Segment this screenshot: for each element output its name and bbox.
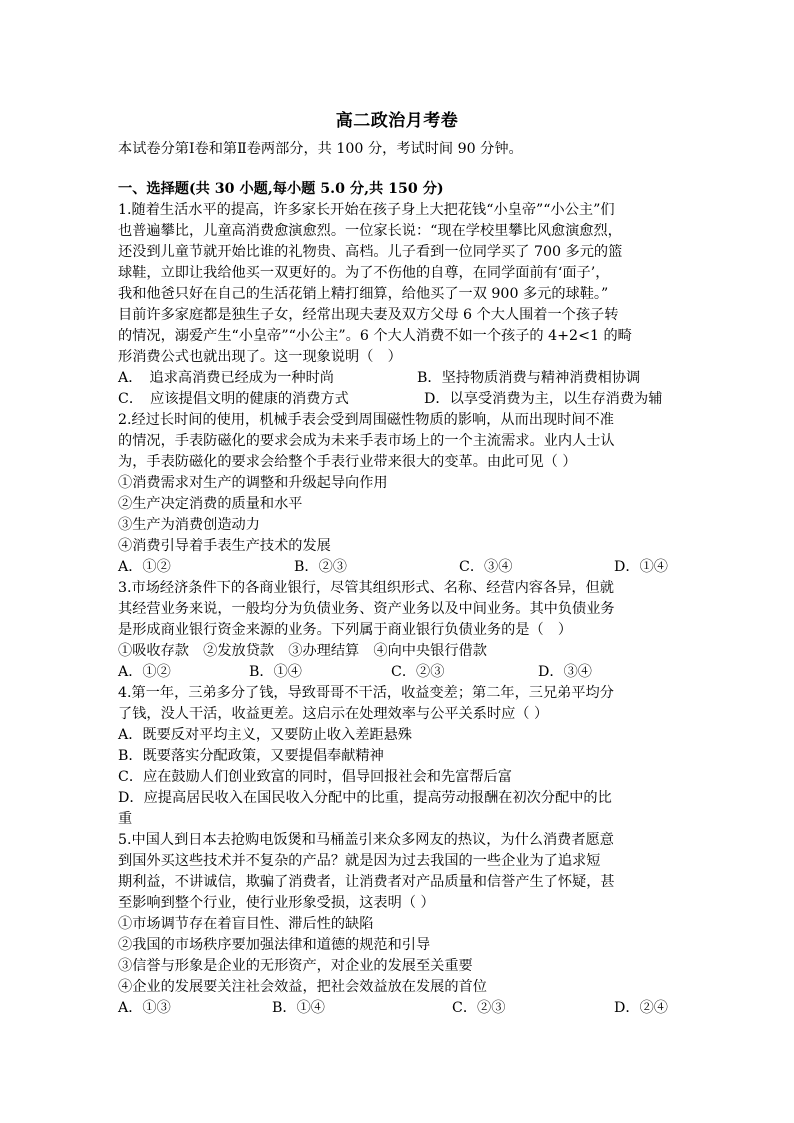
- option-c: C．③④: [459, 559, 513, 575]
- question-text: 2.经过长时间的使用，机械手表会受到周围磁性物质的影响，从而出现时间不准: [118, 412, 614, 428]
- question-text: 到国外买这些技术并不复杂的产品？就是因为过去我国的一些企业为了追求短: [118, 853, 601, 869]
- exam-intro: 本试卷分第Ⅰ卷和第Ⅱ卷两部分，共 100 分，考试时间 90 分钟。: [118, 141, 523, 157]
- option-c: C．②③: [452, 1000, 506, 1016]
- option-c: C．②③: [391, 664, 445, 680]
- section-heading: 一、选择题(共 30 小题,每小题 5.0 分,共 150 分): [118, 181, 444, 197]
- question-text: 了钱，没人干活，收益更差。这启示在处理效率与公平关系时应（ ）: [118, 706, 549, 722]
- option-b: B．坚持物质消费与精神消费相协调: [417, 370, 641, 386]
- option-a: A．①③: [118, 1000, 171, 1016]
- statement-1: ①市场调节存在着盲目性、滞后性的缺陷: [118, 916, 374, 932]
- question-text: 是形成商业银行资金来源的业务。下列属于商业银行负债业务的是（ ）: [118, 622, 573, 638]
- question-text: 球鞋，立即让我给他买一双更好的。为了不伤他的自尊，在同学面前有‘面子’，: [118, 265, 610, 281]
- page-title: 高二政治月考卷: [335, 111, 459, 131]
- option-d: D．①④: [614, 559, 668, 575]
- question-text: 的情况，溺爱产生“小皇帝”“小公主”。6 个大人消费不如一个孩子的 4+2<1 的畸: [118, 328, 632, 344]
- option-a: A． 追求高消费已经成为一种时尚: [118, 370, 334, 386]
- question-text: 目前许多家庭都是独生子女，经常出现夫妻及双方父母 6 个大人围着一个孩子转: [118, 307, 619, 323]
- option-d: D．应提高居民收入在国民收入分配中的比重，提高劳动报酬在初次分配中的比: [118, 790, 612, 806]
- question-text: 也普遍攀比，儿童高消费愈演愈烈。一位家长说：“现在学校里攀比风愈演愈烈，: [118, 223, 622, 239]
- question-text: 至影响到整个行业，使行业形象受损，这表明（ ）: [118, 895, 435, 911]
- question-text: 我和他爸只好在自己的生活花销上精打细算，给他买了一双 900 多元的球鞋。”: [118, 286, 609, 302]
- question-text: 的情况，手表防磁化的要求会成为未来手表市场上的一个主流需求。业内人士认: [118, 433, 615, 449]
- option-d: D．以享受消费为主，以生存消费为辅: [424, 391, 663, 407]
- question-text: 3.市场经济条件下的各商业银行，尽管其组织形式、名称、经营内容各异，但就: [118, 580, 614, 596]
- statements: ①吸收存款 ②发放贷款 ③办理结算 ④向中央银行借款: [118, 643, 487, 659]
- option-b: B．②③: [294, 559, 347, 575]
- statement-4: ④消费引导着手表生产技术的发展: [118, 538, 331, 554]
- option-a: A．既要反对平均主义，又要防止收入差距悬殊: [118, 727, 412, 743]
- statement-2: ②生产决定消费的质量和水平: [118, 496, 303, 512]
- statement-4: ④企业的发展要关注社会效益，把社会效益放在发展的首位: [118, 979, 487, 995]
- option-b: B．①④: [272, 1000, 325, 1016]
- option-d-continued: 重: [118, 811, 133, 827]
- option-a: A．①②: [118, 664, 171, 680]
- option-d: D．③④: [538, 664, 592, 680]
- statement-3: ③生产为消费创造动力: [118, 517, 260, 533]
- statement-2: ②我国的市场秩序要加强法律和道德的规范和引导: [118, 937, 431, 953]
- question-text: 期利益，不讲诚信，欺骗了消费者，让消费者对产品质量和信誉产生了怀疑，甚: [118, 874, 615, 890]
- question-text: 其经营业务来说，一般均分为负债业务、资产业务以及中间业务。其中负债业务: [118, 601, 615, 617]
- option-b: B．既要落实分配政策，又要提倡奉献精神: [118, 748, 384, 764]
- option-d: D．②④: [614, 1000, 668, 1016]
- statement-1: ①消费需求对生产的调整和升级起导向作用: [118, 475, 388, 491]
- question-text: 4.第一年，三弟多分了钱，导致哥哥不干活，收益变差；第二年，三兄弟平均分: [118, 685, 614, 701]
- option-a: A．①②: [118, 559, 171, 575]
- question-text: 1.随着生活水平的提高，许多家长开始在孩子身上大把花钱“小皇帝”“小公主”们: [118, 202, 615, 218]
- question-text: 形消费公式也就出现了。这一现象说明（ ）: [118, 349, 402, 365]
- question-text: 为，手表防磁化的要求会给整个手表行业带来很大的变革。由此可见（ ）: [118, 454, 577, 470]
- question-text: 还没到儿童节就开始比谁的礼物贵、高档。儿子看到一位同学买了 700 多元的篮: [118, 244, 623, 260]
- question-text: 5.中国人到日本去抢购电饭煲和马桶盖引来众多网友的热议，为什么消费者愿意: [118, 832, 614, 848]
- option-c: C．应在鼓励人们创业致富的同时，倡导回报社会和先富帮后富: [118, 769, 512, 785]
- option-c: C． 应该提倡文明的健康的消费方式: [118, 391, 349, 407]
- option-b: B．①④: [249, 664, 302, 680]
- statement-3: ③信誉与形象是企业的无形资产，对企业的发展至关重要: [118, 958, 473, 974]
